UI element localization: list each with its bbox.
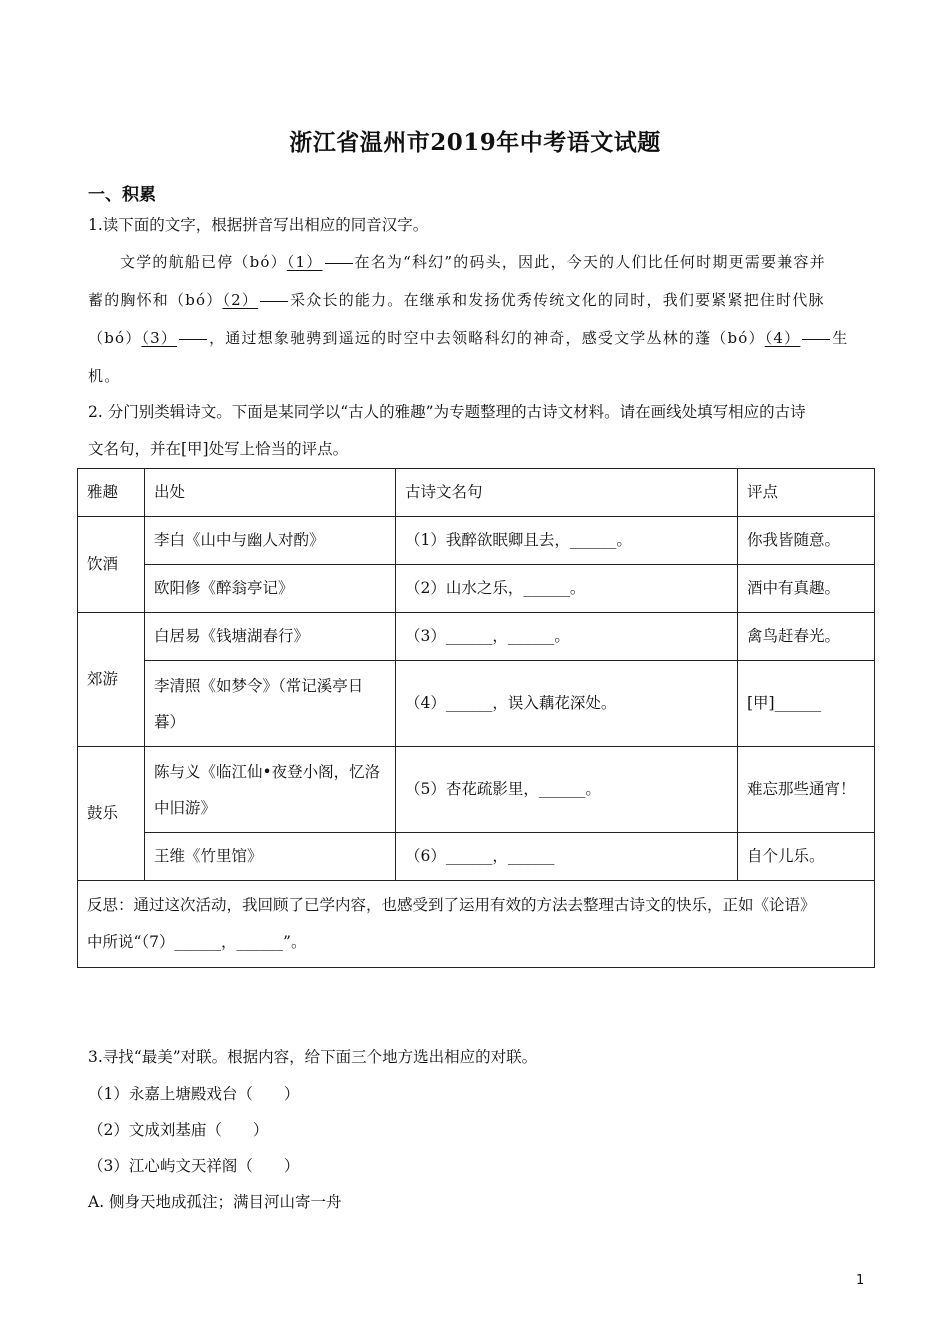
verse-cell[interactable]: （4）______，误入藕花深处。 — [396, 661, 738, 747]
reflection-line-1: 反思：通过这次活动，我回顾了已学内容，也感受到了运用有效的方法去整理古诗文的快乐，正如《论语》 — [87, 896, 816, 914]
q3-item-3[interactable]: （3）江心屿文天祥阁（ ） — [88, 1157, 300, 1175]
table-row — [78, 833, 875, 881]
q3-item-1[interactable]: （1）永嘉上塘殿戏台（ ） — [88, 1085, 300, 1103]
answer-blank-4[interactable] — [802, 338, 830, 340]
reflection-row — [78, 881, 875, 968]
verse-cell[interactable]: （3）______，______。 — [396, 613, 738, 661]
table-header-row — [78, 469, 875, 517]
header-verse: 古诗文名句 — [396, 469, 738, 517]
reflection-line-2: 中所说“（7）______，______”。 — [87, 933, 307, 951]
comment-cell: 禽鸟赶春光。 — [738, 613, 875, 661]
q1-passage-line-3 — [88, 327, 849, 348]
header-comment: 评点 — [738, 469, 875, 517]
q1-text: 在名为“科幻”的码头，因此，今天的人们比任何时期更需要兼容并 — [354, 253, 826, 271]
q3-prompt: 3.寻找“最美”对联。根据内容，给下面三个地方选出相应的对联。 — [88, 1048, 538, 1066]
comment-cell[interactable]: [甲]______ — [738, 661, 875, 747]
q1-passage-line-2 — [88, 289, 825, 310]
comment-cell: 难忘那些通宵！ — [738, 747, 875, 833]
table-row — [78, 517, 875, 565]
comment-cell: 酒中有真趣。 — [738, 565, 875, 613]
header-category: 雅趣 — [78, 469, 145, 517]
q1-passage-line-1 — [120, 251, 826, 272]
header-source: 出处 — [145, 469, 396, 517]
blank-label-1: （1） — [286, 253, 323, 271]
blank-label-3: （3） — [141, 329, 178, 347]
q3-option-a: A. 侧身天地成孤注；满目河山寄一舟 — [88, 1193, 342, 1211]
page-number: 1 — [856, 1273, 865, 1288]
table-row — [78, 747, 875, 833]
category-cell: 饮酒 — [78, 517, 145, 613]
category-cell: 鼓乐 — [78, 747, 145, 881]
source-cell: 白居易《钱塘湖春行》 — [145, 613, 396, 661]
comment-cell: 自个儿乐。 — [738, 833, 875, 881]
verse-cell[interactable]: （2）山水之乐，______。 — [396, 565, 738, 613]
q1-text: （bó） — [88, 329, 142, 347]
q1-text: ，通过想象驰骋到遥远的时空中去领略科幻的神奇，感受文学丛林的蓬（bó） — [209, 329, 765, 347]
source-cell: 欧阳修《醉翁亭记》 — [145, 565, 396, 613]
q3-item-2[interactable]: （2）文成刘基庙（ ） — [88, 1121, 269, 1139]
q1-text: 蓄的胸怀和（bó） — [88, 291, 223, 309]
q1-text: 采众长的能力。在继承和发扬优秀传统文化的同时，我们要紧紧把住时代脉 — [290, 291, 825, 309]
q2-prompt-line-1: 2. 分门别类辑诗文。下面是某同学以“古人的雅趣”为专题整理的古诗文材料。请在画线处填写相应的古诗 — [88, 403, 806, 421]
q1-passage-line-4: 机。 — [88, 367, 121, 385]
blank-label-2: （2） — [222, 291, 259, 309]
answer-blank-1[interactable] — [325, 262, 353, 264]
poetry-table — [77, 468, 875, 968]
source-cell: 陈与义《临江仙•夜登小阁，忆洛中旧游》 — [145, 747, 396, 833]
answer-blank-3[interactable] — [179, 338, 207, 340]
q2-prompt-line-2: 文名句，并在[甲]处写上恰当的评点。 — [88, 440, 349, 458]
table-row — [78, 613, 875, 661]
q1-text: 文学的航船已停（bó） — [120, 253, 287, 271]
blank-label-4: （4） — [764, 329, 801, 347]
category-cell: 郊游 — [78, 613, 145, 747]
section-heading-accumulation: 一、积累 — [88, 185, 156, 205]
verse-cell[interactable]: （5）杏花疏影里，______。 — [396, 747, 738, 833]
comment-cell: 你我皆随意。 — [738, 517, 875, 565]
q1-text: 生 — [832, 329, 849, 347]
reflection-cell[interactable] — [78, 881, 875, 968]
page-title: 浙江省温州市2019年中考语文试题 — [289, 129, 661, 156]
source-cell: 李清照《如梦令》（常记溪亭日暮） — [145, 661, 396, 747]
answer-blank-2[interactable] — [260, 300, 288, 302]
table-row — [78, 661, 875, 747]
verse-cell[interactable]: （6）______，______ — [396, 833, 738, 881]
verse-cell[interactable]: （1）我醉欲眠卿且去，______。 — [396, 517, 738, 565]
source-cell: 李白《山中与幽人对酌》 — [145, 517, 396, 565]
q1-prompt: 1.读下面的文字，根据拼音写出相应的同音汉字。 — [88, 216, 429, 234]
table-row — [78, 565, 875, 613]
source-cell: 王维《竹里馆》 — [145, 833, 396, 881]
